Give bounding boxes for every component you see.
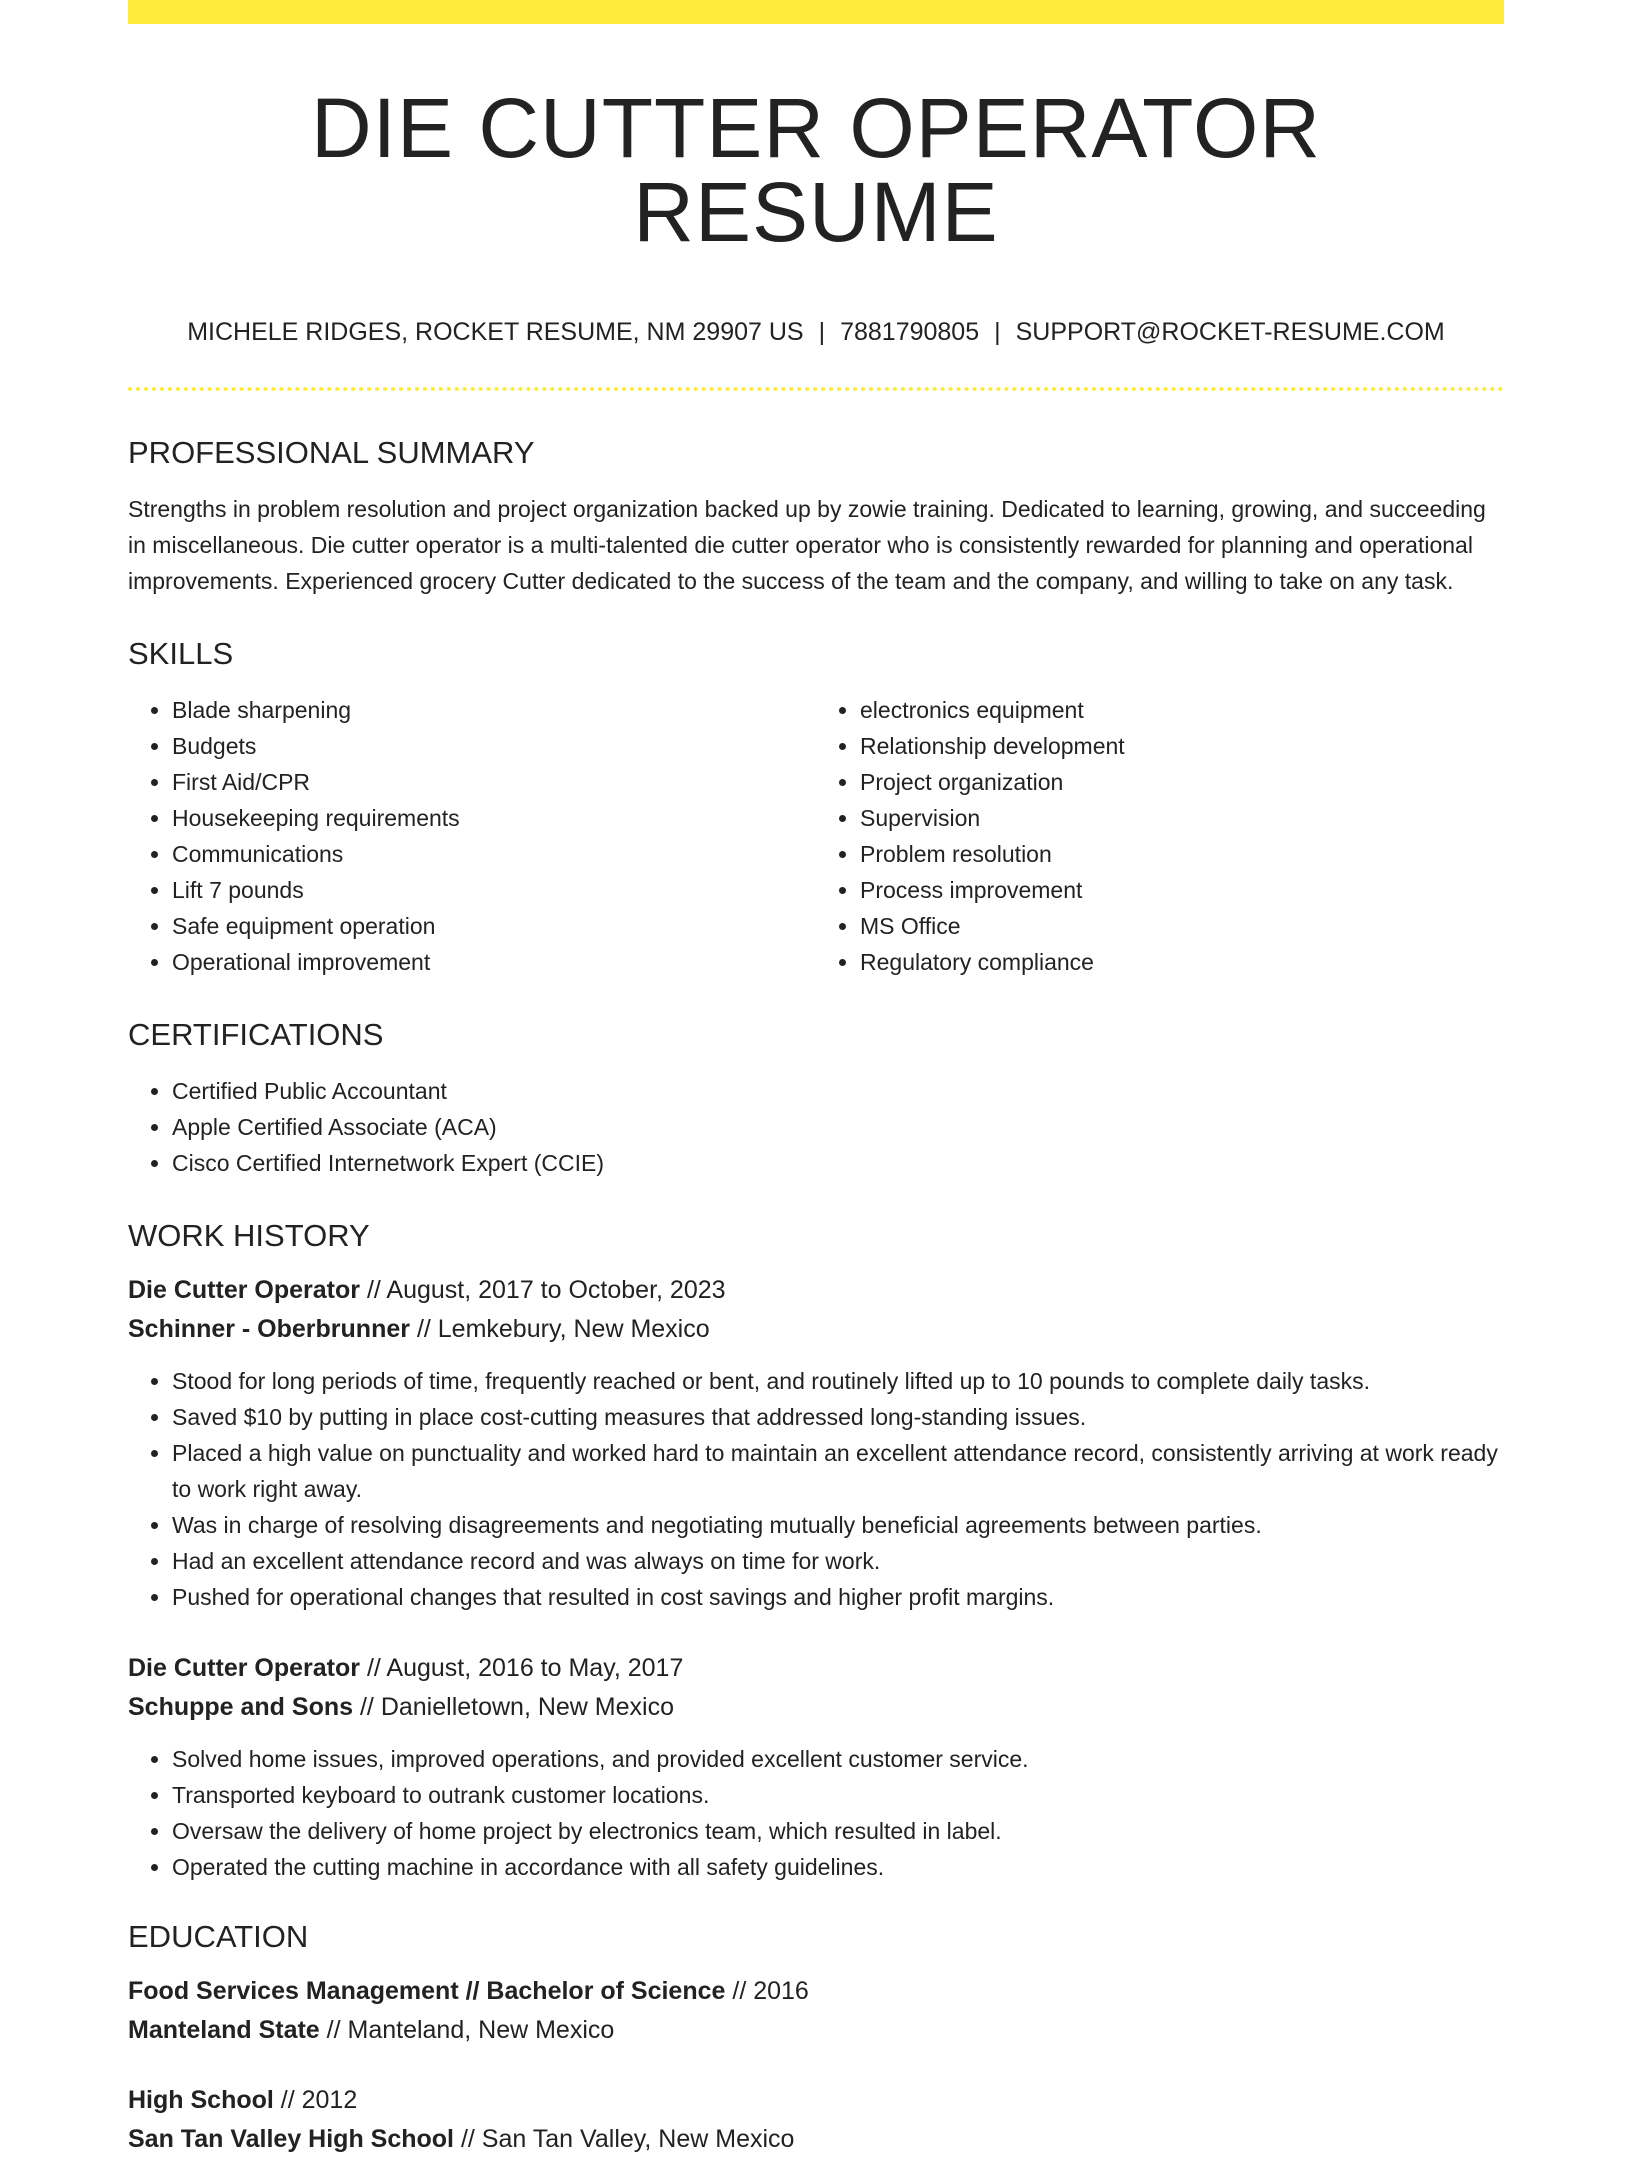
skill-item: • Operational improvement: [172, 944, 816, 980]
education-school: San Tan Valley High School: [128, 2125, 455, 2153]
education-school-line: [128, 2011, 1504, 2050]
education-location: // Manteland, New Mexico: [326, 2016, 615, 2044]
certification-item: • Apple Certified Associate (ACA): [172, 1109, 1504, 1145]
skill-item: • Problem resolution: [860, 836, 1504, 872]
education-degree: High School: [128, 2086, 274, 2114]
summary-text: Strengths in problem resolution and project organization backed up by zowie training. Dedicated to learning, growing, and succeeding in miscellaneous. Die cutter operator is a multi-talented die cutter operator who is consistently rewarded for planning and operational improvements. Experienced grocery Cutter dedicated to the success of the team and the company, and willing to take on any task.: [128, 496, 1486, 594]
skill-item: • Project organization: [860, 764, 1504, 800]
resume-title: DIE CUTTER OPERATOR RESUME: [311, 81, 1321, 259]
job-duty: • Oversaw the delivery of home project by electronics team, which resulted in label.: [172, 1813, 1504, 1849]
skill-item: • MS Office: [860, 908, 1504, 944]
resume-page: [128, 0, 1504, 2159]
education-year: // 2016: [732, 1977, 809, 2005]
skill-item: • Regulatory compliance: [860, 944, 1504, 980]
education-degree: Food Services Management // Bachelor of Science: [128, 1977, 726, 2005]
work-history-heading: WORK HISTORY: [128, 1218, 370, 1253]
job-duty: • Pushed for operational changes that resulted in cost savings and higher profit margins.: [172, 1579, 1504, 1615]
skills-columns: [128, 692, 1504, 980]
skill-item: • electronics equipment: [860, 692, 1504, 728]
job-entry: [128, 1271, 1504, 1615]
contact-email: SUPPORT@ROCKET-RESUME.COM: [1015, 318, 1445, 346]
job-dates: // August, 2016 to May, 2017: [366, 1654, 684, 1682]
job-duty: • Saved $10 by putting in place cost-cutting measures that addressed long-standing issues.: [172, 1399, 1504, 1435]
certification-item: • Certified Public Accountant: [172, 1073, 1504, 1109]
job-company-line: [128, 1310, 1504, 1349]
education-location: // San Tan Valley, New Mexico: [460, 2125, 795, 2153]
skill-item: • Safe equipment operation: [172, 908, 816, 944]
job-duties-list: [128, 1741, 1504, 1885]
skill-item: • Process improvement: [860, 872, 1504, 908]
certification-item: • Cisco Certified Internetwork Expert (CCIE): [172, 1145, 1504, 1181]
education-degree-line: [128, 2081, 1504, 2120]
summary-heading: PROFESSIONAL SUMMARY: [128, 435, 535, 470]
skill-item: • Blade sharpening: [172, 692, 816, 728]
contact-phone: 7881790805: [840, 318, 980, 346]
job-title-line: [128, 1649, 1504, 1688]
skills-heading: SKILLS: [128, 636, 234, 671]
job-duty: • Had an excellent attendance record and was always on time for work.: [172, 1543, 1504, 1579]
job-duty: • Operated the cutting machine in accordance with all safety guidelines.: [172, 1849, 1504, 1885]
job-duty: • Was in charge of resolving disagreements and negotiating mutually beneficial agreements between parties.: [172, 1507, 1504, 1543]
education-year: // 2012: [280, 2086, 358, 2114]
job-company-line: [128, 1688, 1504, 1727]
education-school: Manteland State: [128, 2016, 320, 2044]
skill-item: • Housekeeping requirements: [172, 800, 816, 836]
job-duty: • Stood for long periods of time, frequently reached or bent, and routinely lifted up to 10 pounds to complete daily tasks.: [172, 1363, 1504, 1399]
education-entry: [128, 1972, 1504, 2050]
job-duties-list: [128, 1363, 1504, 1615]
job-duty: • Placed a high value on punctuality and worked hard to maintain an excellent attendance record, consistently arriving at work ready to work right away.: [172, 1435, 1504, 1507]
skill-item: • Relationship development: [860, 728, 1504, 764]
contact-separator: |: [818, 318, 826, 346]
job-title-line: [128, 1271, 1504, 1310]
job-location: // Danielletown, New Mexico: [359, 1693, 674, 1721]
job-entry: [128, 1649, 1504, 1885]
job-company: Schinner - Oberbrunner: [128, 1315, 410, 1343]
contact-separator: |: [994, 318, 1001, 346]
job-duty: • Solved home issues, improved operations, and provided excellent customer service.: [172, 1741, 1504, 1777]
contact-line: [128, 320, 1504, 345]
job-company: Schuppe and Sons: [128, 1693, 354, 1721]
job-duty: • Transported keyboard to outrank customer locations.: [172, 1777, 1504, 1813]
education-heading: EDUCATION: [128, 1919, 309, 1954]
education-entry: [128, 2081, 1504, 2159]
skills-list-left: [128, 692, 816, 980]
job-dates: // August, 2017 to October, 2023: [366, 1276, 726, 1304]
skill-item: • Budgets: [172, 728, 816, 764]
skill-item: • First Aid/CPR: [172, 764, 816, 800]
skills-list-right: [816, 692, 1504, 980]
skill-item: • Communications: [172, 836, 816, 872]
dotted-divider: [128, 387, 1504, 391]
certifications-list: [128, 1073, 1504, 1181]
education-school-line: [128, 2120, 1504, 2159]
job-title: Die Cutter Operator: [128, 1276, 360, 1304]
skill-item: • Supervision: [860, 800, 1504, 836]
contact-address: MICHELE RIDGES, ROCKET RESUME, NM 29907 US: [187, 318, 804, 346]
top-accent-bar: [128, 0, 1504, 24]
skill-item: • Lift 7 pounds: [172, 872, 816, 908]
certifications-heading: CERTIFICATIONS: [128, 1017, 384, 1052]
education-degree-line: [128, 1972, 1504, 2011]
job-title: Die Cutter Operator: [128, 1654, 360, 1682]
job-location: // Lemkebury, New Mexico: [416, 1315, 710, 1343]
